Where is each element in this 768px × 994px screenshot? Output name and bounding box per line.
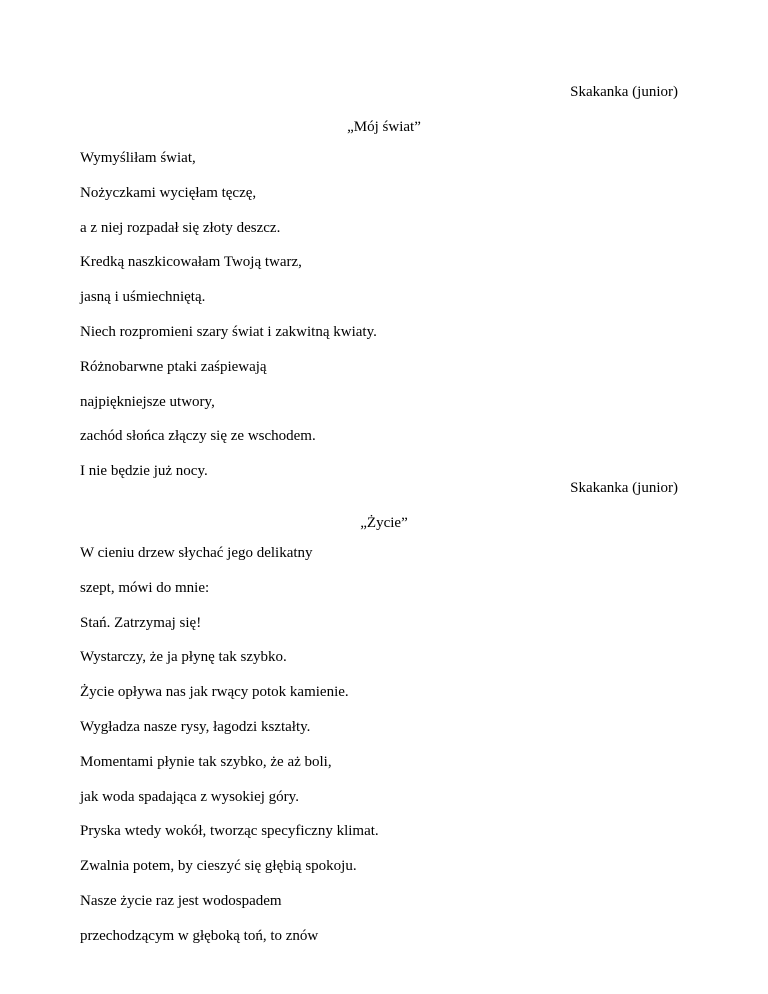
poem-line: zachód słońca złączy się ze wschodem.: [80, 428, 316, 445]
poem-line: a z niej rozpadał się złoty deszcz.: [80, 219, 281, 236]
poem-1-body: [80, 149, 377, 497]
poem-line: Życie opływa nas jak rwący potok kamienie.: [80, 684, 349, 701]
poem-line: W cieniu drzew słychać jego delikatny: [80, 545, 313, 561]
poem-line: najpiękniejsze utwory,: [80, 393, 215, 410]
poem-1-title: „Mój świat”: [347, 119, 421, 135]
poem-line: Wystarczy, że ja płynę tak szybko.: [80, 649, 287, 666]
poem-2-body: [80, 544, 379, 962]
poem-line: Nasze życie raz jest wodospadem: [80, 892, 282, 909]
poem-line: Pryska wtedy wokół, tworząc specyficzny klimat.: [80, 823, 379, 840]
poem-line: szept, mówi do mnie:: [80, 579, 210, 596]
poem-line: Stań. Zatrzymaj się!: [80, 614, 202, 631]
poem-line: Różnobarwne ptaki zaśpiewają: [80, 358, 267, 375]
poem-line: jak woda spadająca z wysokiej góry.: [80, 788, 299, 805]
poem-line: Niech rozpromieni szary świat i zakwitną kwiaty.: [80, 323, 377, 340]
poem-line: Wymyśliłam świat,: [80, 150, 196, 166]
poem-1-author: Skakanka (junior): [570, 84, 678, 100]
poem-line: Wygładza nasze rysy, łagodzi kształty.: [80, 718, 311, 735]
poem-line: jasną i uśmiechniętą.: [80, 289, 206, 306]
poem-line: Kredką naszkicowałam Twoją twarz,: [80, 254, 302, 271]
poem-2-title: „Życie”: [360, 515, 408, 531]
poem-line: przechodzącym w głęboką toń, to znów: [80, 927, 319, 944]
poem-line: Momentami płynie tak szybko, że aż boli,: [80, 753, 332, 770]
poem-2-author: Skakanka (junior): [570, 480, 678, 496]
poem-line: Nożyczkami wycięłam tęczę,: [80, 184, 257, 201]
poem-line: Zwalnia potem, by cieszyć się głębią spokoju.: [80, 858, 357, 875]
poem-line: I nie będzie już nocy.: [80, 463, 208, 480]
